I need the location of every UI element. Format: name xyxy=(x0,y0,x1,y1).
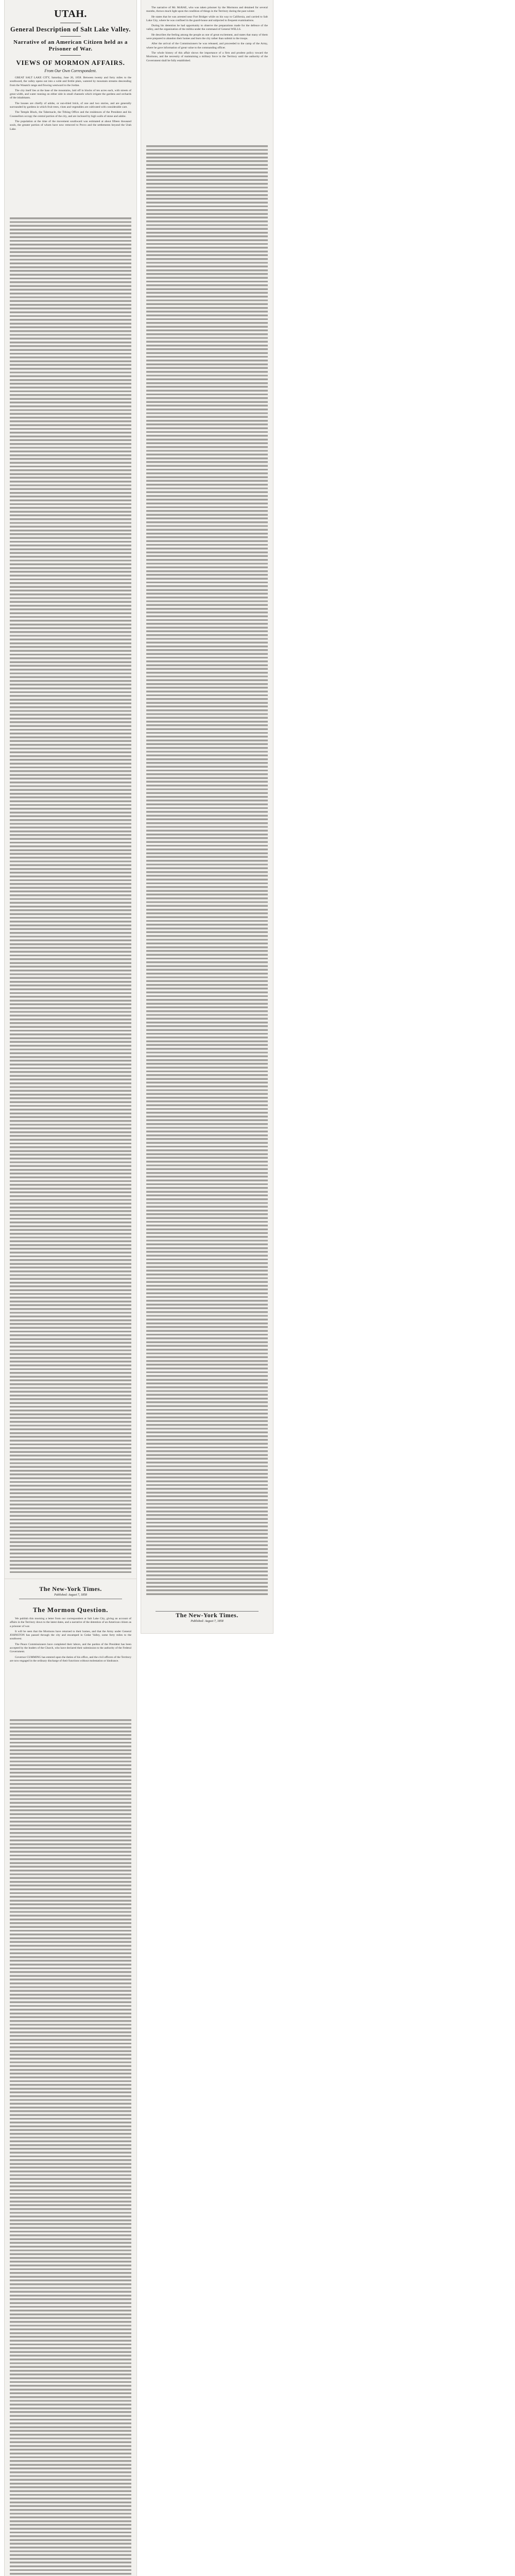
editorial-text-scan xyxy=(10,1719,131,2576)
article-deck: Narrative of an American Citizen held as a Prisoner of War. xyxy=(13,39,128,52)
masthead-footer xyxy=(146,1609,268,1623)
article-paragraph: The houses are chiefly of adobe, or sun-dried brick, of one and two stories, and are generally surrounded by gardens in which fruit trees, vines and vegetables are cultivated with considerable care. xyxy=(10,101,131,109)
article-subhead: General Description of Salt Lake Valley. xyxy=(10,26,131,33)
publication-date: Published: August 7, 1858 xyxy=(191,1620,224,1623)
clipping-narrative-continued xyxy=(141,0,273,1633)
article-paragraph: GREAT SALT LAKE CITY, Saturday, June 26, 1858. Between twenty and forty miles to the southward, the valley opens out into a wide and fertile plain, watered by mountain streams descending from the Wasatch range and flowing westward to the Jordan. xyxy=(10,76,131,87)
clipping-editorial xyxy=(5,1579,136,2576)
narrative-text-scan xyxy=(146,145,268,1596)
editorial-paragraph: We publish this morning a letter from our correspondent at Salt Lake City, giving an account of affairs in the Territory down to the latest dates, and a narrative of the detention of an American citizen as a prisoner of war. xyxy=(10,1617,131,1628)
subhead-divider xyxy=(60,36,81,37)
publication-date: Published: August 7, 1858 xyxy=(54,1594,87,1597)
editorial-paragraph: Governor CUMMING has entered upon the duties of his office, and the civil officers of the Territory are now engaged in the ordinary discharge of their functions without molestation or hindrance. xyxy=(10,1655,131,1663)
narrative-body xyxy=(146,6,268,63)
article-column xyxy=(146,6,268,1627)
clipping-utah-article xyxy=(5,0,136,1579)
article-column xyxy=(10,6,131,1573)
article-body xyxy=(10,76,131,131)
editorial-paragraph: It will be seen that the Mormons have returned to their homes, and that the Army under General JOHNSTON has passed through the city and encamped in Cedar Valley, some forty miles to the southwest. xyxy=(10,1630,131,1641)
article-column xyxy=(10,1585,131,2576)
narrative-paragraph: He states that he was arrested near Fort Bridger while on his way to California, and carried to Salt Lake City, where he was confined in the guard-house and subjected to frequent examinations. xyxy=(146,15,268,22)
narrative-paragraph: During his detention he had opportunity to observe the preparations made for the defence of the valley, and the organization of the militia under the command of General WELLS. xyxy=(146,24,268,31)
editorial-headline: The Mormon Question. xyxy=(32,1606,109,1614)
article-paragraph: The city itself lies at the base of the mountains, laid off in blocks of ten acres each, with streets of great width, and water running on either side in small channels which irrigate the gardens and orchards of the inhabitants. xyxy=(10,89,131,100)
editorial-paragraph: The Peace Commissioners have completed their labors, and the pardon of the President has been accepted by the leaders of the Church, who have declared their submission to the authority of the Federal Government. xyxy=(10,1642,131,1654)
narrative-paragraph: He describes the feeling among the people as one of great excitement, and states that many of them were prepared to abandon their homes and burn the city rather than submit to the troops. xyxy=(146,33,268,41)
narrative-paragraph: After the arrival of the Commissioners he was released, and proceeded to the camp of the Army, where he gave information of great value to the commanding officer. xyxy=(146,42,268,49)
article-dateline: From Our Own Correspondent. xyxy=(44,69,97,73)
article-paragraph: The population at the time of the movement southward was estimated at about fifteen thousand souls, the greater portion of whom have now removed to Provo and the settlements beyond the Utah Lake. xyxy=(10,120,131,131)
newspaper-masthead: The New-York Times. xyxy=(39,1585,102,1592)
newspaper-masthead: The New-York Times. xyxy=(176,1612,238,1619)
article-section-title: VIEWS OF MORMON AFFAIRS. xyxy=(16,59,125,66)
narrative-paragraph: The whole history of this affair shows the importance of a firm and prudent policy toward the Mormons, and the necessity of maintaining a military force in the Territory until the authority of the Government shall be fully established. xyxy=(146,51,268,62)
deck-divider xyxy=(60,55,81,56)
article-headline: UTAH. xyxy=(54,8,87,20)
masthead-block xyxy=(10,1585,131,1599)
article-text-scan xyxy=(10,217,131,1573)
editorial-body xyxy=(10,1617,131,1663)
article-paragraph: The Temple Block, the Tabernacle, the Tithing Office and the residences of the President and his Counsellors occupy the central portion of the city, and are inclosed by high walls of stone and adobe. xyxy=(10,111,131,118)
narrative-paragraph: The narrative of Mr. McRAE, who was taken prisoner by the Mormons and detained for several months, throws much light upon the condition of things in the Territory during the past winter. xyxy=(146,6,268,13)
